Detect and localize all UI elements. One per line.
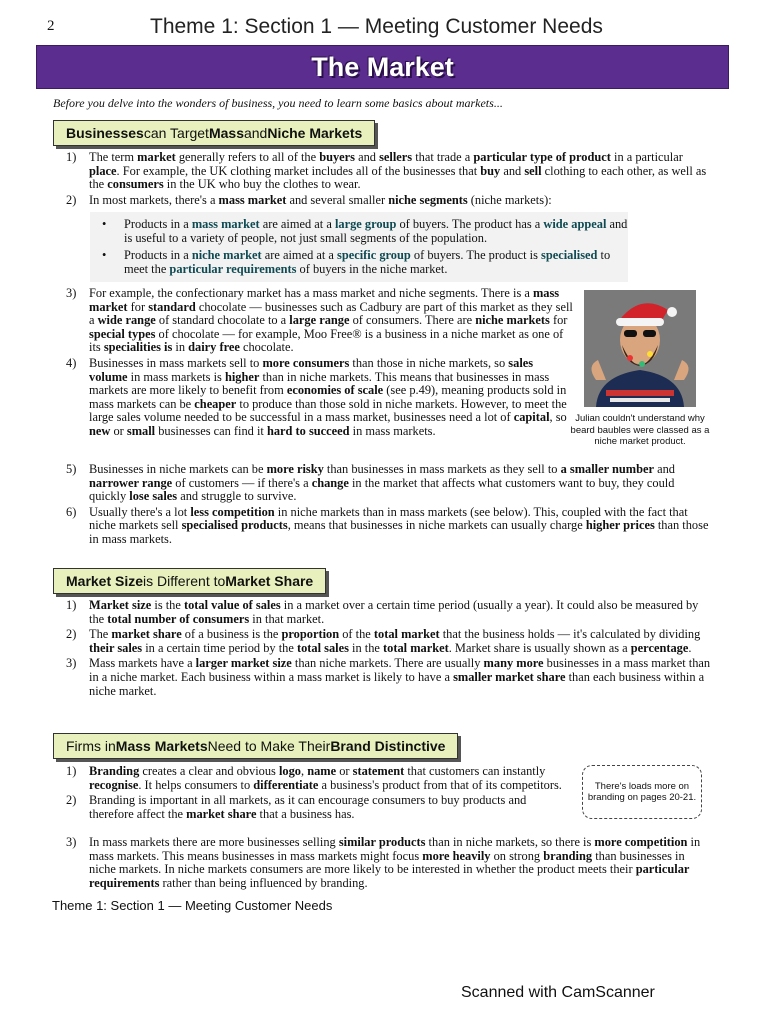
text-run: specialised <box>541 248 598 263</box>
text-run: of a business is the <box>181 627 282 642</box>
text-run: large range <box>289 313 350 328</box>
text-run: capital <box>513 410 550 425</box>
list-item <box>53 765 563 792</box>
text-run: hard to succeed <box>266 423 350 438</box>
bullet-icon: • <box>102 217 107 231</box>
text-run: niche segments <box>388 192 468 207</box>
text-run: and is useful to a variety of people, not just small segments of the population. <box>124 217 628 245</box>
text-run: in mass markets. This means businesses in mass markets might focus <box>89 835 701 863</box>
text-run: than each business within a niche market. <box>89 669 705 698</box>
text-run: higher <box>224 369 260 384</box>
text-run: a smaller number <box>560 462 654 476</box>
text-run: and struggle to survive. <box>177 489 297 504</box>
text-run: of buyers. The product is <box>410 248 541 263</box>
text-run: particular requirements <box>89 862 690 890</box>
heading-run: Brand Distinctive <box>330 738 446 754</box>
text-run: niche market <box>191 248 262 263</box>
title-banner <box>36 45 729 89</box>
text-run: , means that businesses in niche markets can usually charge <box>287 518 586 533</box>
camscanner-watermark: Scanned with CamScanner <box>461 984 655 1001</box>
text-run: in a market over a certain time period (usually a year). It could also be measured by the <box>89 598 699 626</box>
list-number: 4) <box>66 355 77 370</box>
text-run: (niche markets): <box>467 192 552 207</box>
text-run: generally refers to all of the <box>175 150 320 164</box>
list-item <box>53 287 573 355</box>
text-run: place <box>89 163 117 178</box>
heading-run: can Target <box>143 125 209 141</box>
list-number: 5) <box>66 462 77 476</box>
text-run: market share <box>111 627 182 642</box>
text-run: percentage <box>630 640 689 655</box>
text-run: total market <box>383 640 449 655</box>
text-run: than in niche markets. This means that businesses in mass markets are more likely to benefit from <box>89 369 550 398</box>
list-item <box>53 463 713 504</box>
text-run: chocolate — businesses such as Cadbury are part of this market as they sell a <box>89 299 573 328</box>
heading-run: Market Size <box>66 573 144 589</box>
text-run: for <box>127 299 149 314</box>
text-run: total market <box>373 627 440 642</box>
text-run: clothing to each other, as well as the <box>89 163 707 192</box>
branding-note-badge <box>582 765 702 819</box>
text-run: are aimed at a <box>261 248 338 263</box>
list-number: 1) <box>66 150 77 164</box>
text-run: that the business holds — it's calculated by dividing <box>439 627 701 642</box>
julian-beard-photo <box>584 290 696 407</box>
text-run: change <box>311 475 349 490</box>
text-run: small <box>126 423 156 438</box>
bullet-icon: • <box>102 248 107 263</box>
text-run: Businesses in mass markets sell to <box>89 355 263 370</box>
text-run: specialised products <box>181 518 288 533</box>
text-run: specialities is <box>103 340 173 355</box>
text-run: total value of sales <box>183 598 281 612</box>
callout-bullet-item <box>90 249 628 276</box>
text-run: in the UK who buy the clothes to wear. <box>163 177 361 192</box>
list-number: 2) <box>66 793 77 808</box>
heading-run: Mass <box>208 125 244 141</box>
text-run: niche markets <box>475 313 550 328</box>
text-run: . It helps consumers to <box>138 777 254 792</box>
text-run: Mass markets have a <box>89 656 196 671</box>
list-number: 1) <box>66 598 77 612</box>
text-run: . For example, the UK clothing market includes all of the businesses that <box>116 163 481 178</box>
text-run: Usually there's a lot <box>89 504 191 519</box>
section3-points-a <box>53 765 563 823</box>
section1-points-c <box>53 463 713 549</box>
text-run: (see p.49), meaning products sold in mass markets can be <box>89 383 567 411</box>
text-run: sell <box>524 163 542 178</box>
text-run: proportion <box>281 627 340 642</box>
heading-run: and <box>243 125 268 141</box>
text-run: than those in mass markets. <box>89 518 709 546</box>
text-run: total number of consumers <box>107 611 250 626</box>
text-run: and several smaller <box>286 192 389 207</box>
text-run: than those in niche markets, so <box>349 355 509 370</box>
text-run: market <box>137 150 176 164</box>
section3-points-b <box>53 836 713 892</box>
text-run: rather than being influenced by branding. <box>159 875 368 890</box>
text-run: large group <box>334 217 397 231</box>
text-run: . <box>688 640 692 655</box>
text-run: similar products <box>338 835 426 849</box>
text-run: buyers <box>319 150 355 164</box>
list-number: 6) <box>66 504 77 519</box>
text-run: less competition <box>190 504 275 519</box>
text-run: , so <box>549 410 567 425</box>
list-item <box>53 836 713 890</box>
text-run: . Market share is usually shown as a <box>448 640 631 655</box>
text-run: businesses in a mass market than in a niche market. Each business within a mass market is likely to have a <box>89 656 711 684</box>
list-number: 3) <box>66 656 77 671</box>
callout-bullet-item <box>90 218 628 245</box>
text-run: sales volume <box>89 355 534 384</box>
text-run: Businesses in niche markets can be <box>89 462 267 476</box>
intro-text: Before you delve into the wonders of business, you need to learn some basics about markets... <box>53 96 503 110</box>
text-run: cheaper <box>194 396 237 411</box>
text-run: in mass markets is <box>127 369 225 384</box>
section1-points-a <box>53 151 713 209</box>
text-run: logo <box>278 764 301 778</box>
text-run: The <box>89 627 112 642</box>
section2-points <box>53 599 713 700</box>
heading-run: Mass Markets <box>115 738 208 754</box>
text-run: In mass markets there are more businesses selling <box>89 835 339 849</box>
section-heading-size-share <box>53 568 326 594</box>
text-run: lose sales <box>129 489 178 504</box>
photo-caption: Julian couldn't understand why beard baubles were classed as a niche market product. <box>570 413 710 447</box>
text-run: of standard chocolate to a <box>155 313 290 328</box>
text-run: particular requirements <box>169 261 297 276</box>
text-run: The term <box>89 150 138 164</box>
text-run: buy <box>480 163 501 178</box>
text-run: Products in a <box>124 248 192 263</box>
text-run: or <box>110 423 127 438</box>
list-item <box>53 657 713 698</box>
text-run: In most markets, there's a <box>89 192 219 207</box>
heading-run: is Different to <box>143 573 226 589</box>
branding-note-text: There's loads more on branding on pages 20-21. <box>587 781 697 803</box>
text-run: consumers <box>107 177 164 192</box>
text-run: a business's product from that of its competitors. <box>318 777 562 792</box>
text-run: creates a clear and obvious <box>139 764 279 778</box>
text-run: For example, the confectionary market has a mass market and niche segments. There is a <box>89 286 533 300</box>
heading-run: Market Share <box>225 573 314 589</box>
text-run: larger market size <box>195 656 292 671</box>
text-run: Products in a <box>124 217 192 231</box>
text-run: differentiate <box>253 777 319 792</box>
heading-run: Niche Markets <box>267 125 363 141</box>
text-run: of buyers in the niche market. <box>296 261 448 276</box>
text-run: and <box>500 163 525 178</box>
section1-points-b <box>53 287 573 441</box>
text-run: more heavily <box>422 848 491 863</box>
list-number: 2) <box>66 192 77 207</box>
text-run: to meet the <box>124 248 611 276</box>
text-run: or <box>336 764 353 778</box>
text-run: in the <box>348 640 384 655</box>
list-item <box>53 628 713 655</box>
page-title: The Market <box>311 51 454 82</box>
text-run: in niche markets than in mass markets (see below). This, coupled with the fact that niche markets sell <box>89 504 688 533</box>
text-run: statement <box>352 764 405 778</box>
text-run: than in niche markets, so there is <box>425 835 595 849</box>
text-run: more risky <box>266 462 324 476</box>
list-item <box>53 357 573 439</box>
text-run: Branding is important in all markets, as it can encourage consumers to buy products and therefore affect the <box>89 793 527 821</box>
text-run: in mass markets. <box>349 423 436 438</box>
text-run: narrower range <box>89 475 173 490</box>
text-run: market share <box>186 806 257 821</box>
text-run: in that market. <box>249 611 325 626</box>
section-heading-branding <box>53 733 458 759</box>
text-run: higher prices <box>585 518 655 533</box>
text-run: specific group <box>337 248 411 263</box>
text-run: new <box>89 423 111 438</box>
heading-run: Businesses <box>66 125 144 141</box>
text-run: of the <box>339 627 374 642</box>
text-run: of chocolate — for example, Moo Free® is a business in a niche market as one of its <box>89 326 564 355</box>
text-run: for <box>549 313 568 328</box>
section-heading-mass-niche <box>53 120 375 146</box>
running-header: Theme 1: Section 1 — Meeting Customer Needs <box>150 15 603 38</box>
text-run: particular type of product <box>473 150 611 164</box>
text-run: sellers <box>379 150 413 164</box>
heading-run: Need to Make Their <box>207 738 331 754</box>
text-run: than businesses in niche markets. In niche markets consumers are more likely to be interested in whether the product meets their <box>89 848 685 877</box>
text-run: total sales <box>296 640 349 655</box>
mass-niche-callout <box>90 212 628 282</box>
text-run: to produce than those sold in niche markets. However, to meet the large sales volume needed to be successful in a mass market, businesses need a lot of <box>89 396 567 425</box>
text-run: more competition <box>594 835 688 849</box>
text-run: standard <box>148 299 196 314</box>
heading-run: Firms in <box>66 738 116 754</box>
text-run: businesses can find it <box>155 423 267 438</box>
text-run: , <box>301 764 308 778</box>
list-item <box>53 599 713 626</box>
text-run: are aimed at a <box>259 217 335 231</box>
list-number: 3) <box>66 286 77 300</box>
text-run: is the <box>151 598 184 612</box>
text-run: that a business has. <box>256 806 355 821</box>
text-run: economies of scale <box>286 383 384 398</box>
text-run: mass market <box>191 217 260 231</box>
text-run: name <box>307 764 337 778</box>
text-run: in <box>172 340 189 355</box>
text-run: and <box>653 462 675 476</box>
list-number: 2) <box>66 627 77 642</box>
text-run: in a certain time period by the <box>142 640 297 655</box>
text-run: of customers — if there's a <box>172 475 312 490</box>
text-run: smaller market share <box>453 669 566 684</box>
text-run: of consumers. There are <box>349 313 476 328</box>
text-run: many more <box>483 656 544 671</box>
list-number: 1) <box>66 764 77 778</box>
text-run: their sales <box>89 640 143 655</box>
list-item <box>53 794 563 821</box>
text-run: that customers can instantly <box>404 764 546 778</box>
text-run: wide appeal <box>543 217 607 231</box>
list-item <box>53 506 713 547</box>
page-footer: Theme 1: Section 1 — Meeting Customer Needs <box>52 898 333 913</box>
text-run: than niche markets. There are usually <box>291 656 484 671</box>
text-run: dairy free <box>188 340 240 355</box>
text-run: that trade a <box>412 150 474 164</box>
text-run: chocolate. <box>239 340 294 355</box>
text-run: in a particular <box>610 150 683 164</box>
text-run: Market size <box>89 598 152 612</box>
text-run: of buyers. The product has a <box>396 217 544 231</box>
text-run: than businesses in mass markets as they sell to <box>323 462 561 476</box>
text-run: branding <box>543 848 593 863</box>
text-run: more consumers <box>262 355 350 370</box>
text-run: in the market that affects what customers want to buy, they could quickly <box>89 475 675 504</box>
list-number: 3) <box>66 835 77 849</box>
text-run: mass market <box>89 286 560 314</box>
text-run: recognise <box>89 777 139 792</box>
text-run: on strong <box>490 848 544 863</box>
list-item <box>53 194 713 208</box>
page-number: 2 <box>47 18 55 34</box>
list-item <box>53 151 713 192</box>
text-run: wide range <box>97 313 156 328</box>
man-with-santa-hat-image <box>584 290 696 407</box>
text-run: and <box>355 150 380 164</box>
text-run: special types <box>89 326 156 341</box>
text-run: mass market <box>218 192 287 207</box>
text-run: Branding <box>89 764 140 778</box>
